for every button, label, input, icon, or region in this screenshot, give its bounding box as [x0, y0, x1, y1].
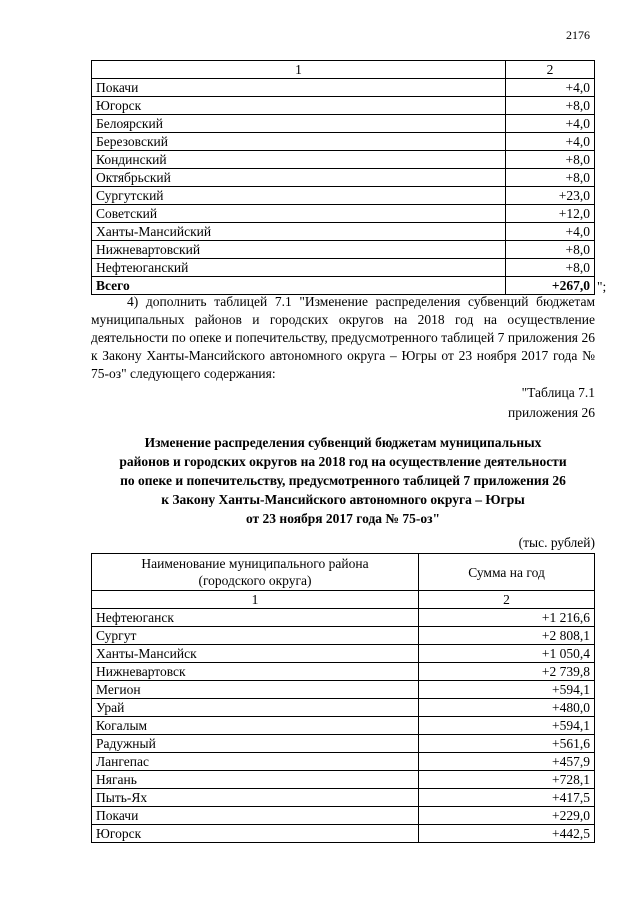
- name-cell: Белоярский: [92, 115, 506, 133]
- value-cell: +8,0: [506, 97, 595, 115]
- table-row: [92, 115, 595, 133]
- name-cell: Покачи: [92, 79, 506, 97]
- name-cell: Урай: [92, 699, 419, 717]
- name-cell: Ханты-Мансийск: [92, 645, 419, 663]
- table-row: [92, 717, 595, 735]
- name-cell: Сургут: [92, 627, 419, 645]
- column-header-name: [92, 554, 419, 591]
- table-row: [92, 133, 595, 151]
- value-cell: +12,0: [506, 205, 595, 223]
- total-row: [92, 277, 595, 295]
- name-cell: Березовский: [92, 133, 506, 151]
- value-cell: +8,0: [506, 241, 595, 259]
- value-cell: +1 216,6: [419, 609, 595, 627]
- table-row: [92, 789, 595, 807]
- name-cell: Нягань: [92, 771, 419, 789]
- title-line: к Закону Ханты-Мансийского автономного округа – Югры: [161, 492, 525, 507]
- table-row: [92, 825, 595, 843]
- table-row: [92, 205, 595, 223]
- table-row: [92, 151, 595, 169]
- name-cell: Пыть-Ях: [92, 789, 419, 807]
- value-cell: +4,0: [506, 133, 595, 151]
- header-cell: 1: [92, 61, 506, 79]
- table-row: [92, 807, 595, 825]
- table-row: [92, 663, 595, 681]
- name-cell: Нефтеюганск: [92, 609, 419, 627]
- title-line: Изменение распределения субвенций бюджетам муниципальных: [144, 435, 542, 450]
- subvention-table-1: [91, 60, 595, 295]
- table-row: [92, 169, 595, 187]
- closing-quote: ";: [597, 279, 607, 294]
- name-cell: Ханты-Мансийский: [92, 223, 506, 241]
- table-row: [92, 753, 595, 771]
- amendment-paragraph: 4) дополнить таблицей 7.1 "Изменение распределения субвенций бюджетам муниципальных районов и городских округов на 2018 год на осуществление деятельности по опеке и попечительству, предусмотренного таблицей 7 приложения 26 к Закону Ханты-Мансийского автономного округа – Югры от 23 ноября 2017 года № 75-оз" следующего содержания:: [91, 294, 595, 381]
- value-cell: +4,0: [506, 223, 595, 241]
- name-cell: Советский: [92, 205, 506, 223]
- name-cell: Нефтеюганский: [92, 259, 506, 277]
- value-cell: +480,0: [419, 699, 595, 717]
- value-cell: +229,0: [419, 807, 595, 825]
- index-cell: 1: [92, 591, 419, 609]
- title-line: по опеке и попечительству, предусмотренного таблицей 7 приложения 26: [120, 473, 566, 488]
- table-row: [92, 627, 595, 645]
- value-cell: +417,5: [419, 789, 595, 807]
- table-row: [92, 223, 595, 241]
- unit-label: (тыс. рублей): [518, 535, 595, 550]
- total-label: Всего: [92, 277, 506, 295]
- table-header-row: [92, 61, 595, 79]
- name-cell: Сургутский: [92, 187, 506, 205]
- table-row: [92, 187, 595, 205]
- table-row: [92, 241, 595, 259]
- header-line: (городского округа): [198, 573, 312, 588]
- value-cell: +2 739,8: [419, 663, 595, 681]
- table-row: [92, 771, 595, 789]
- value-cell: +8,0: [506, 151, 595, 169]
- value-cell: +457,9: [419, 753, 595, 771]
- name-cell: Мегион: [92, 681, 419, 699]
- value-cell: +594,1: [419, 681, 595, 699]
- header-cell: 2: [506, 61, 595, 79]
- name-cell: Радужный: [92, 735, 419, 753]
- value-cell: +594,1: [419, 717, 595, 735]
- table-row: [92, 79, 595, 97]
- value-cell: +4,0: [506, 115, 595, 133]
- table-row: [92, 645, 595, 663]
- table-reference: [508, 383, 595, 423]
- title-line: от 23 ноября 2017 года № 75-оз": [245, 511, 441, 526]
- value-cell: +23,0: [506, 187, 595, 205]
- subvention-table-2: [91, 553, 595, 843]
- value-cell: +728,1: [419, 771, 595, 789]
- value-cell: +442,5: [419, 825, 595, 843]
- table-header-row: [92, 554, 595, 591]
- table-row: [92, 681, 595, 699]
- table-row: [92, 609, 595, 627]
- title-line: районов и городских округов на 2018 год на осуществление деятельности: [119, 454, 567, 469]
- table-row: [92, 735, 595, 753]
- value-cell: +4,0: [506, 79, 595, 97]
- table-row: [92, 699, 595, 717]
- name-cell: Кондинский: [92, 151, 506, 169]
- total-value: +267,0: [506, 277, 595, 295]
- table-reference-line: приложения 26: [507, 405, 595, 420]
- value-cell: +561,6: [419, 735, 595, 753]
- name-cell: Югорск: [92, 825, 419, 843]
- name-cell: Октябрьский: [92, 169, 506, 187]
- value-cell: +2 808,1: [419, 627, 595, 645]
- name-cell: Когалым: [92, 717, 419, 735]
- name-cell: Лангепас: [92, 753, 419, 771]
- header-line: Наименование муниципального района: [141, 556, 369, 571]
- name-cell: Югорск: [92, 97, 506, 115]
- name-cell: Покачи: [92, 807, 419, 825]
- value-cell: +8,0: [506, 169, 595, 187]
- value-cell: +8,0: [506, 259, 595, 277]
- table-title: [91, 433, 595, 528]
- column-header-sum: Сумма на год: [419, 554, 595, 591]
- table-reference-line: "Таблица 7.1: [521, 385, 595, 400]
- page-number: 2176: [566, 28, 590, 42]
- name-cell: Нижневартовский: [92, 241, 506, 259]
- table-row: [92, 97, 595, 115]
- index-cell: 2: [419, 591, 595, 609]
- table-row: [92, 259, 595, 277]
- name-cell: Нижневартовск: [92, 663, 419, 681]
- value-cell: +1 050,4: [419, 645, 595, 663]
- index-row: [92, 591, 595, 609]
